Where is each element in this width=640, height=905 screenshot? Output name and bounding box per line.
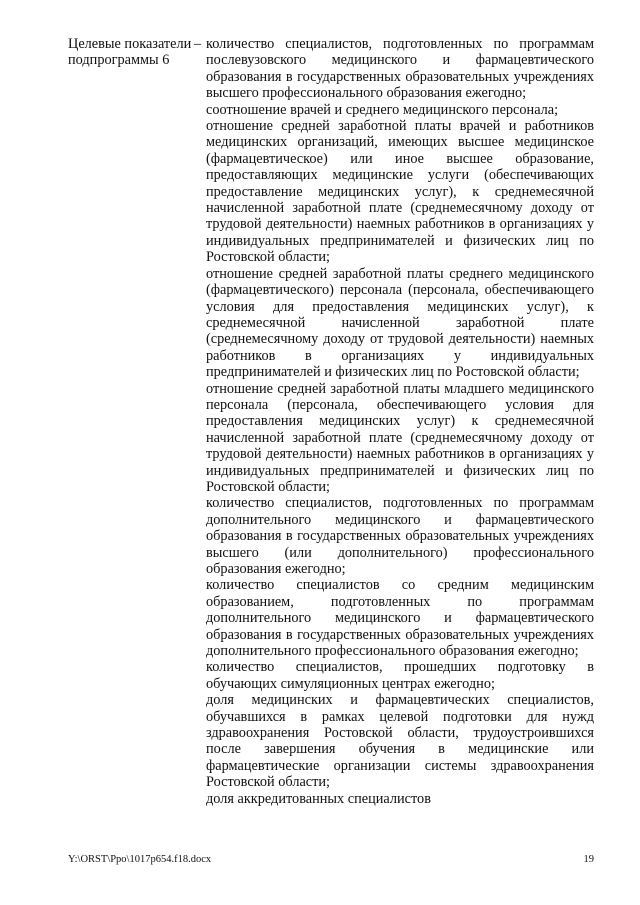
footer-file-path: Y:\ORST\Ppo\1017p654.f18.docx [68, 854, 212, 865]
list-item: количество специалистов, прошедших подготовку в обучающих симуляционных центрах ежегодно; [206, 659, 594, 692]
list-item: количество специалистов, подготовленных по программам послевузовского медицинского и фармацевтического образования в государственных образовательных учреждениях высшего профессионального образования ежегодно; [206, 36, 594, 102]
indicator-list [206, 36, 594, 807]
list-item: доля медицинских и фармацевтических специалистов, обучавшихся в рамках целевой подготовки для нужд здравоохранения Ростовской области, трудоустроившихся после завершения обучения в медицинские или фармацевтические организации системы здравоохранения Ростовской области; [206, 692, 594, 791]
list-item: соотношение врачей и среднего медицинского персонала; [206, 101, 559, 118]
list-item: количество специалистов, подготовленных по программам дополнительного медицинского и фармацевтического образования в государственных образовательных учреждениях высшего (или дополнительного) профессионального образования ежегодно; [206, 495, 594, 577]
page-number: 19 [583, 854, 594, 865]
list-item: доля аккредитованных специалистов [206, 790, 431, 807]
list-item: отношение средней заработной платы младшего медицинского персонала (персонала, обеспечивающего условия для предоставления медицинских услуг) к среднемесячной начисленной заработной плате (среднемесячному доходу от трудовой деятельности) наемных работников в организациях у индивидуальных предпринимателей и физических лиц по Ростовской области; [206, 380, 594, 495]
section-label: Целевые показатели подпрограммы 6 [68, 36, 192, 69]
list-dash: – [194, 36, 202, 52]
list-item: отношение средней заработной платы среднего медицинского (фармацевтического) персонала (персонала, обеспечивающего условия для предоставления медицинских услуг), к среднемесячной начисленной заработной плате (среднемесячному доходу от трудовой деятельности) наемных работников в организациях у индивидуальных предпринимателей и физических лиц по Ростовской области; [206, 265, 594, 381]
list-item: количество специалистов со средним медицинским образованием, подготовленных по программам дополнительного медицинского и фармацевтического образования в государственных образовательных учреждениях дополнительного профессионального образования ежегодно; [206, 577, 594, 660]
list-item: отношение средней заработной платы врачей и работников медицинских организаций, имеющих высшее медицинское (фармацевтическое) или иное высшее образование, предоставляющих медицинские услуги (обеспечивающих предоставление медицинских услуг), к среднемесячной начисленной заработной плате (среднемесячному доходу от трудовой деятельности) наемных работников в организациях у индивидуальных предпринимателей и физических лиц по Ростовской области; [206, 118, 594, 266]
